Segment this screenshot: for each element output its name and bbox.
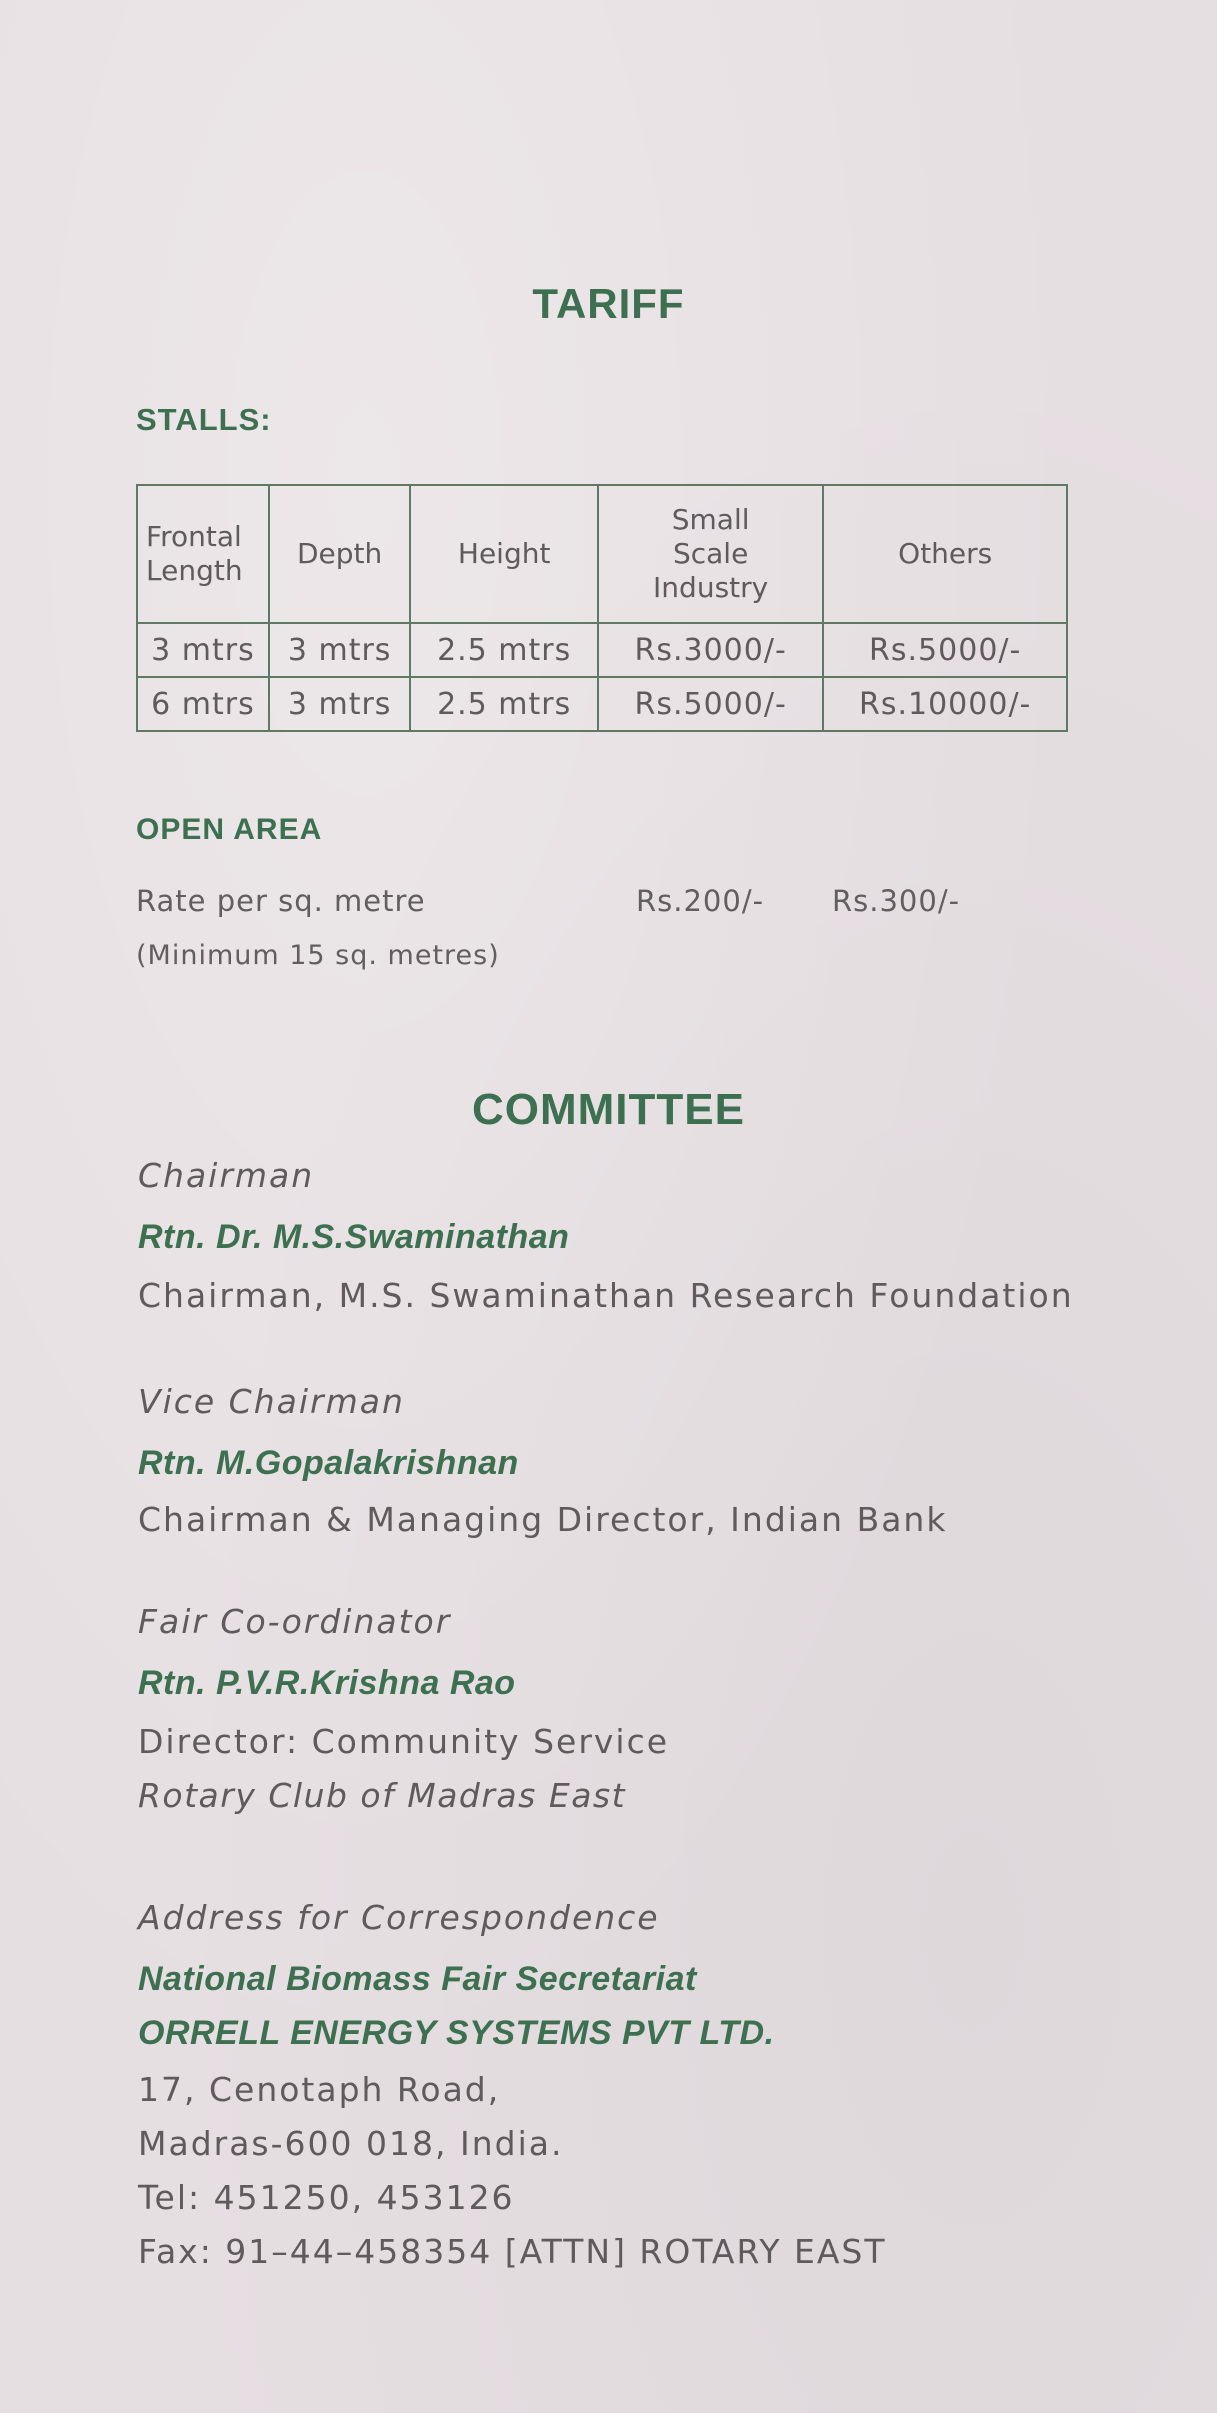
coordinator-club: Rotary Club of Madras East xyxy=(138,1776,627,1815)
header-small-scale-industry xyxy=(598,485,824,623)
vice-chairman-name: Rtn. M.Gopalakrishnan xyxy=(138,1444,519,1482)
vice-chairman-role: Vice Chairman xyxy=(138,1382,405,1421)
open-area-rate-ssi: Rs.200/- xyxy=(636,884,765,918)
cell-depth: 3 mtrs xyxy=(269,677,411,731)
stalls-label: STALLS: xyxy=(136,402,272,437)
table-header-row xyxy=(137,485,1067,623)
correspondence-label: Address for Correspondence xyxy=(138,1898,660,1937)
committee-title: COMMITTEE xyxy=(472,1085,745,1134)
cell-height: 2.5 mtrs xyxy=(410,623,597,677)
table-row xyxy=(137,677,1067,731)
chairman-role: Chairman xyxy=(138,1156,315,1195)
chairman-name: Rtn. Dr. M.S.Swaminathan xyxy=(138,1218,570,1256)
cell-frontal: 3 mtrs xyxy=(137,623,269,677)
coordinator-title: Director: Community Service xyxy=(138,1722,670,1761)
chairman-description: Chairman, M.S. Swaminathan Research Foundation xyxy=(138,1276,1074,1315)
address-line-2: Madras-600 018, India. xyxy=(138,2124,564,2163)
header-depth: Depth xyxy=(269,485,411,623)
telephone: Tel: 451250, 453126 xyxy=(138,2178,515,2217)
header-text: Small xyxy=(671,503,750,536)
company-name: ORRELL ENERGY SYSTEMS PVT LTD. xyxy=(138,2014,775,2052)
cell-others: Rs.5000/- xyxy=(823,623,1067,677)
cell-ssi: Rs.3000/- xyxy=(598,623,824,677)
address-line-1: 17, Cenotaph Road, xyxy=(138,2070,501,2109)
vice-chairman-description: Chairman & Managing Director, Indian Bank xyxy=(138,1500,948,1539)
header-frontal-length xyxy=(137,485,269,623)
header-text: Scale xyxy=(672,537,749,570)
header-others: Others xyxy=(823,485,1067,623)
coordinator-name: Rtn. P.V.R.Krishna Rao xyxy=(138,1664,516,1702)
header-height: Height xyxy=(410,485,597,623)
cell-depth: 3 mtrs xyxy=(269,623,411,677)
rate-per-sq-metre-label: Rate per sq. metre xyxy=(136,884,426,918)
stalls-table xyxy=(136,484,1068,732)
cell-height: 2.5 mtrs xyxy=(410,677,597,731)
table-row xyxy=(137,623,1067,677)
cell-ssi: Rs.5000/- xyxy=(598,677,824,731)
fax: Fax: 91–44–458354 [ATTN] ROTARY EAST xyxy=(138,2232,887,2271)
open-area-rate-others: Rs.300/- xyxy=(832,884,961,918)
minimum-area-note: (Minimum 15 sq. metres) xyxy=(136,940,500,971)
cell-frontal: 6 mtrs xyxy=(137,677,269,731)
tariff-title: TARIFF xyxy=(532,280,685,327)
header-text: Length xyxy=(146,554,243,587)
coordinator-role: Fair Co-ordinator xyxy=(138,1602,452,1641)
header-text: Frontal xyxy=(146,520,242,553)
cell-others: Rs.10000/- xyxy=(823,677,1067,731)
header-text: Industry xyxy=(653,571,769,604)
secretariat-name: National Biomass Fair Secretariat xyxy=(138,1960,697,1998)
open-area-label: OPEN AREA xyxy=(136,813,323,846)
